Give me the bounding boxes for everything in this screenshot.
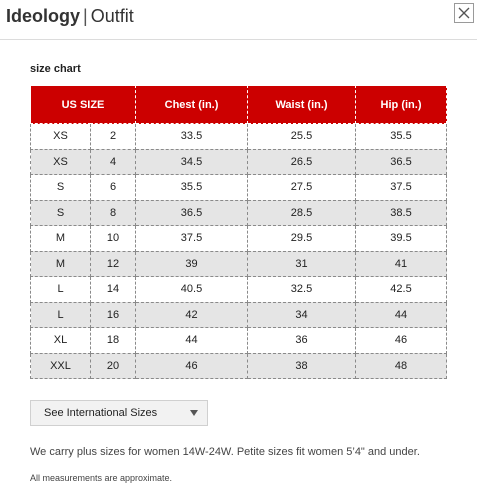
size-chart-label: size chart xyxy=(30,63,81,75)
table-row xyxy=(31,175,447,201)
size-cell: XL xyxy=(31,328,91,354)
waist-cell: 32.5 xyxy=(248,277,356,303)
hip-cell: 36.5 xyxy=(356,149,447,175)
modal-title xyxy=(6,5,134,27)
us-number-cell: 6 xyxy=(91,175,136,201)
size-table-wrapper xyxy=(30,85,446,379)
us-number-cell: 16 xyxy=(91,302,136,328)
chest-cell: 46 xyxy=(136,353,248,379)
hip-cell: 42.5 xyxy=(356,277,447,303)
chest-cell: 36.5 xyxy=(136,200,248,226)
column-header-us-size: US SIZE xyxy=(31,86,136,124)
hip-cell: 37.5 xyxy=(356,175,447,201)
hip-cell: 44 xyxy=(356,302,447,328)
dropdown-label: See International Sizes xyxy=(44,407,158,419)
modal-header xyxy=(0,0,477,40)
column-header-chest: Chest (in.) xyxy=(136,86,248,124)
hip-cell: 41 xyxy=(356,251,447,277)
size-cell: L xyxy=(31,302,91,328)
column-header-waist: Waist (in.) xyxy=(248,86,356,124)
chest-cell: 35.5 xyxy=(136,175,248,201)
table-row xyxy=(31,200,447,226)
size-cell: XXL xyxy=(31,353,91,379)
table-row xyxy=(31,328,447,354)
title-separator: | xyxy=(83,6,88,26)
chest-cell: 34.5 xyxy=(136,149,248,175)
us-number-cell: 20 xyxy=(91,353,136,379)
table-header-row xyxy=(31,86,447,124)
table-row xyxy=(31,302,447,328)
plus-size-note: We carry plus sizes for women 14W-24W. Petite sizes fit women 5’4" and under. xyxy=(30,446,420,458)
waist-cell: 28.5 xyxy=(248,200,356,226)
table-row xyxy=(31,124,447,150)
chest-cell: 33.5 xyxy=(136,124,248,150)
waist-cell: 29.5 xyxy=(248,226,356,252)
size-cell: L xyxy=(31,277,91,303)
waist-cell: 25.5 xyxy=(248,124,356,150)
hip-cell: 38.5 xyxy=(356,200,447,226)
caret-down-icon xyxy=(190,410,198,416)
hip-cell: 46 xyxy=(356,328,447,354)
close-button[interactable] xyxy=(454,3,474,23)
chest-cell: 42 xyxy=(136,302,248,328)
measurement-disclaimer: All measurements are approximate. xyxy=(30,473,173,483)
chest-cell: 39 xyxy=(136,251,248,277)
chest-cell: 37.5 xyxy=(136,226,248,252)
hip-cell: 48 xyxy=(356,353,447,379)
table-row xyxy=(31,277,447,303)
size-cell: XS xyxy=(31,124,91,150)
us-number-cell: 8 xyxy=(91,200,136,226)
table-row xyxy=(31,226,447,252)
us-number-cell: 10 xyxy=(91,226,136,252)
us-number-cell: 12 xyxy=(91,251,136,277)
waist-cell: 27.5 xyxy=(248,175,356,201)
waist-cell: 38 xyxy=(248,353,356,379)
size-cell: XS xyxy=(31,149,91,175)
hip-cell: 39.5 xyxy=(356,226,447,252)
table-row xyxy=(31,353,447,379)
table-row xyxy=(31,149,447,175)
size-table xyxy=(30,85,447,379)
waist-cell: 26.5 xyxy=(248,149,356,175)
brand-name: Ideology xyxy=(6,6,81,26)
us-number-cell: 18 xyxy=(91,328,136,354)
size-cell: S xyxy=(31,200,91,226)
size-table-body xyxy=(31,124,447,379)
us-number-cell: 4 xyxy=(91,149,136,175)
waist-cell: 34 xyxy=(248,302,356,328)
title-subtitle: Outfit xyxy=(90,6,134,26)
us-number-cell: 14 xyxy=(91,277,136,303)
close-icon xyxy=(455,4,473,22)
table-row xyxy=(31,251,447,277)
waist-cell: 36 xyxy=(248,328,356,354)
size-cell: S xyxy=(31,175,91,201)
us-number-cell: 2 xyxy=(91,124,136,150)
international-sizes-dropdown[interactable] xyxy=(30,400,208,426)
chest-cell: 40.5 xyxy=(136,277,248,303)
size-cell: M xyxy=(31,251,91,277)
waist-cell: 31 xyxy=(248,251,356,277)
size-cell: M xyxy=(31,226,91,252)
hip-cell: 35.5 xyxy=(356,124,447,150)
column-header-hip: Hip (in.) xyxy=(356,86,447,124)
chest-cell: 44 xyxy=(136,328,248,354)
